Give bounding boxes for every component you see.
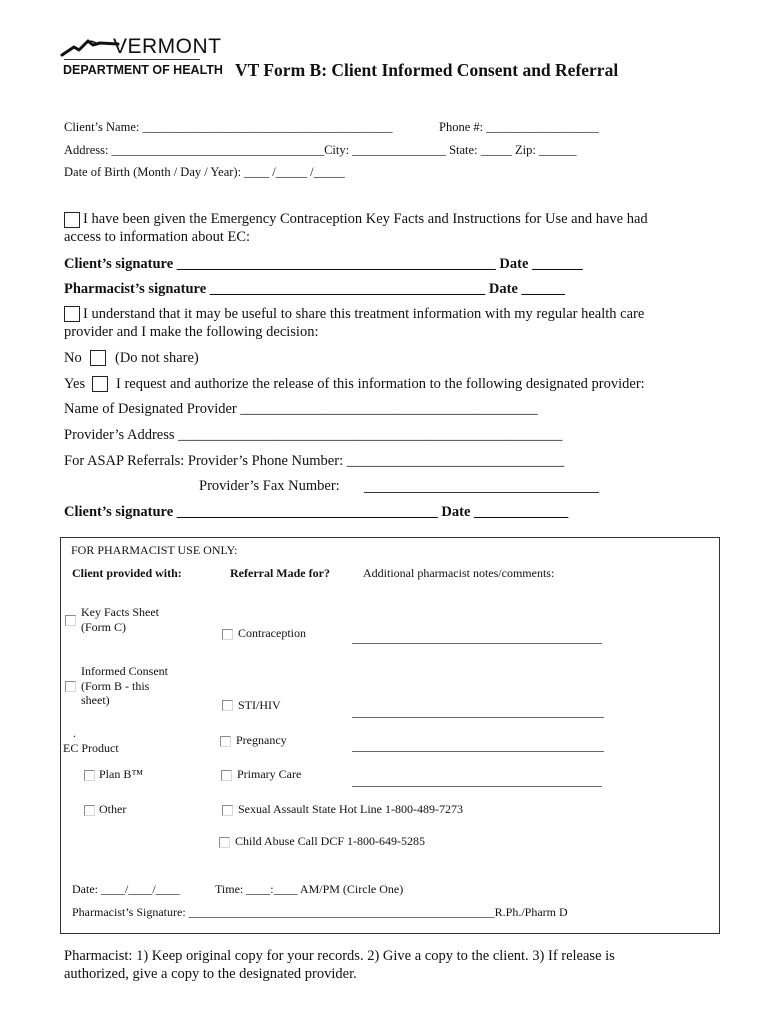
other-checkbox[interactable]	[84, 805, 95, 816]
dob-field[interactable]: Date of Birth (Month / Day / Year): ____ /_____ /_____	[64, 165, 345, 179]
ec-product-label: EC Product	[63, 741, 119, 755]
contraception-checkbox[interactable]	[222, 629, 233, 640]
plan-b-label: Plan B™	[99, 767, 144, 781]
sexual-assault-label: Sexual Assault State Hot Line 1-800-489-7273	[238, 802, 463, 816]
key-facts-label-2: (Form C)	[81, 620, 126, 634]
client-name-field[interactable]: Client’s Name: ________________________________________	[64, 120, 393, 134]
ec-info-checkbox[interactable]	[64, 212, 80, 228]
notes-line[interactable]	[352, 786, 602, 787]
col-provided-header: Client provided with:	[72, 566, 182, 580]
ec-statement-line1: I have been given the Emergency Contraception Key Facts and Instructions for Use and have had	[83, 211, 648, 227]
sexual-assault-checkbox[interactable]	[222, 805, 233, 816]
pharm-time-field[interactable]: Time: ____:____ AM/PM (Circle One)	[215, 882, 404, 896]
no-label: No	[64, 350, 82, 366]
key-facts-checkbox[interactable]	[65, 615, 76, 626]
share-statement-line1: I understand that it may be useful to share this treatment information with my regular health care	[83, 306, 645, 322]
mountain-logo-icon	[60, 36, 120, 58]
provider-name-field[interactable]: Name of Designated Provider _________________________________________	[64, 401, 538, 417]
consent-label-2: (Form B - this	[81, 679, 150, 693]
provider-phone-field[interactable]: For ASAP Referrals: Provider’s Phone Number: ______________________________	[64, 453, 565, 469]
sti-hiv-checkbox[interactable]	[222, 700, 233, 711]
pharmacist-signature-field[interactable]: Pharmacist’s signature ______________________________________ Date ______	[64, 281, 566, 297]
sti-hiv-label: STI/HIV	[238, 698, 281, 712]
client-signature2-field[interactable]: Client’s signature ____________________________________ Date _____________	[64, 504, 569, 520]
logo-divider	[64, 59, 200, 60]
pharmacist-use-box	[60, 537, 720, 934]
other-label: Other	[99, 802, 127, 816]
logo-dept: DEPARTMENT OF HEALTH	[63, 63, 223, 77]
footer-instructions-line2: authorized, give a copy to the designated provider.	[64, 966, 357, 982]
notes-line[interactable]	[352, 717, 604, 718]
no-share-text: (Do not share)	[115, 350, 199, 366]
child-abuse-label: Child Abuse Call DCF 1-800-649-5285	[235, 834, 426, 848]
key-facts-label: Key Facts Sheet	[81, 605, 159, 619]
provider-fax-line[interactable]	[364, 492, 599, 493]
share-info-checkbox[interactable]	[64, 306, 80, 322]
provider-address-field[interactable]: Provider’s Address _____________________________________________________	[64, 427, 563, 443]
pregnancy-checkbox[interactable]	[220, 736, 231, 747]
notes-line[interactable]	[352, 751, 604, 752]
pharmacist-use-heading: FOR PHARMACIST USE ONLY:	[71, 543, 238, 557]
share-statement-line2: provider and I make the following decision:	[64, 324, 319, 340]
primary-care-label: Primary Care	[237, 767, 302, 781]
primary-care-checkbox[interactable]	[221, 770, 232, 781]
form-title: VT Form B: Client Informed Consent and Referral	[235, 60, 619, 80]
notes-line[interactable]	[352, 643, 602, 644]
consent-form-checkbox[interactable]	[65, 681, 76, 692]
yes-share-text: I request and authorize the release of this information to the following designated provider:	[116, 376, 645, 392]
address-field[interactable]: Address: __________________________________City: _______________ State: _____ Zip: ______	[64, 143, 577, 157]
child-abuse-checkbox[interactable]	[219, 837, 230, 848]
footer-instructions-line1: Pharmacist: 1) Keep original copy for your records. 2) Give a copy to the client. 3) If release is	[64, 948, 615, 964]
logo-word: VERMONT	[113, 35, 222, 58]
plan-b-checkbox[interactable]	[84, 770, 95, 781]
pharm-date-field[interactable]: Date: ____/____/____	[72, 882, 180, 896]
yes-share-checkbox[interactable]	[92, 376, 108, 392]
ec-statement-line2: access to information about EC:	[64, 229, 251, 245]
phone-field[interactable]: Phone #: __________________	[439, 120, 599, 134]
client-signature-field[interactable]: Client’s signature ____________________________________________ Date _______	[64, 256, 583, 272]
consent-label: Informed Consent	[81, 664, 168, 678]
pregnancy-label: Pregnancy	[236, 733, 287, 747]
dot-mark: .	[73, 726, 76, 740]
provider-fax-label: Provider’s Fax Number:	[199, 478, 340, 494]
consent-label-3: sheet)	[81, 693, 110, 707]
contraception-label: Contraception	[238, 626, 306, 640]
no-share-checkbox[interactable]	[90, 350, 106, 366]
pharm-signature-field[interactable]: Pharmacist’s Signature: ___________________________________________________R.Ph./Pharm D	[72, 905, 568, 919]
col-notes-header: Additional pharmacist notes/comments:	[363, 566, 555, 580]
col-referral-header: Referral Made for?	[230, 566, 330, 580]
yes-label: Yes	[64, 376, 86, 392]
